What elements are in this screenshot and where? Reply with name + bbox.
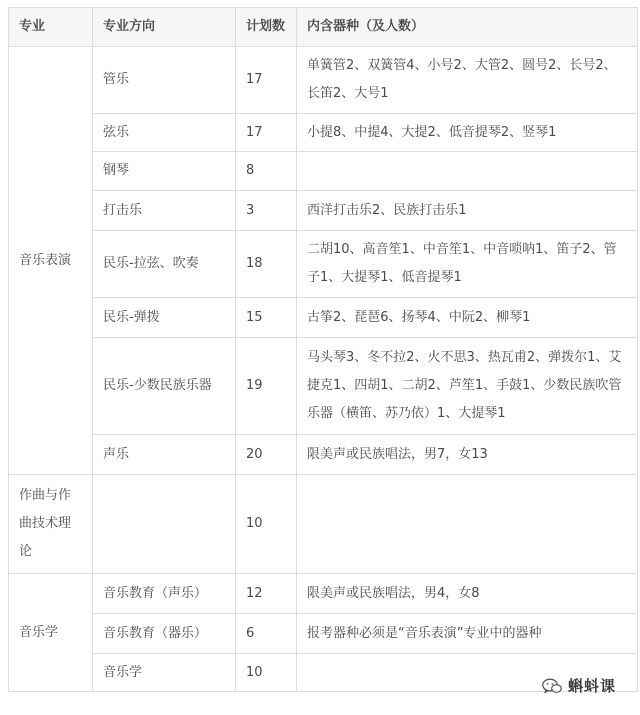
enrollment-table-wrapper — [8, 7, 638, 692]
table-row — [9, 152, 638, 191]
table-header-row — [9, 8, 638, 47]
direction-cell: 音乐学 — [93, 654, 236, 692]
count-cell: 6 — [236, 614, 297, 654]
count-cell: 8 — [236, 152, 297, 191]
direction-cell: 音乐教育（声乐） — [93, 574, 236, 614]
count-cell: 17 — [236, 114, 297, 152]
instruments-cell: 报考器种必须是“音乐表演”专业中的器种 — [297, 614, 638, 654]
direction-cell: 打击乐 — [93, 191, 236, 231]
direction-cell: 民乐-弹拨 — [93, 298, 236, 338]
table-row — [9, 231, 638, 298]
direction-cell: 民乐-拉弦、吹奏 — [93, 231, 236, 298]
header-instruments: 内含器种（及人数） — [297, 8, 638, 47]
count-cell: 10 — [236, 654, 297, 692]
table-row — [9, 614, 638, 654]
instruments-cell: 单簧管2、双簧管4、小号2、大管2、圆号2、长号2、长笛2、大号1 — [297, 47, 638, 114]
header-direction: 专业方向 — [93, 8, 236, 47]
count-cell: 3 — [236, 191, 297, 231]
instruments-cell: 二胡10、高音笙1、中音笙1、中音唢呐1、笛子2、管子1、大提琴1、低音提琴1 — [297, 231, 638, 298]
major-cell: 音乐表演 — [9, 47, 93, 475]
watermark-text: 蝌蚪课 — [568, 677, 617, 695]
header-major: 专业 — [9, 8, 93, 47]
direction-cell: 弦乐 — [93, 114, 236, 152]
header-plan-count: 计划数 — [236, 8, 297, 47]
direction-cell — [93, 475, 236, 574]
table-row — [9, 114, 638, 152]
count-cell: 17 — [236, 47, 297, 114]
major-cell: 音乐学 — [9, 574, 93, 692]
instruments-cell: 西洋打击乐2、民族打击乐1 — [297, 191, 638, 231]
watermark — [542, 675, 616, 696]
instruments-cell: 限美声或民族唱法，男7，女13 — [297, 435, 638, 475]
table-row — [9, 475, 638, 574]
direction-cell: 声乐 — [93, 435, 236, 475]
count-cell: 15 — [236, 298, 297, 338]
table-row — [9, 435, 638, 475]
wechat-icon — [542, 678, 562, 694]
direction-cell: 音乐教育（器乐） — [93, 614, 236, 654]
instruments-cell: 小提8、中提4、大提2、低音提琴2、竖琴1 — [297, 114, 638, 152]
direction-cell: 民乐-少数民族乐器 — [93, 338, 236, 435]
direction-cell: 钢琴 — [93, 152, 236, 191]
instruments-cell: 马头琴3、冬不拉2、火不思3、热瓦甫2、弹拨尔1、艾捷克1、四胡1、二胡2、芦笙1、手鼓1、少数民族吹管乐器（横笛、苏乃依）1、大提琴1 — [297, 338, 638, 435]
table-row — [9, 298, 638, 338]
table-row — [9, 47, 638, 114]
count-cell: 19 — [236, 338, 297, 435]
direction-cell: 管乐 — [93, 47, 236, 114]
instruments-cell: 限美声或民族唱法，男4，女8 — [297, 574, 638, 614]
instruments-cell: 古筝2、琵琶6、扬琴4、中阮2、柳琴1 — [297, 298, 638, 338]
major-cell: 作曲与作曲技术理论 — [9, 475, 93, 574]
instruments-cell — [297, 152, 638, 191]
table-row — [9, 338, 638, 435]
instruments-cell — [297, 475, 638, 574]
count-cell: 12 — [236, 574, 297, 614]
count-cell: 10 — [236, 475, 297, 574]
count-cell: 20 — [236, 435, 297, 475]
table-row — [9, 191, 638, 231]
count-cell: 18 — [236, 231, 297, 298]
table-row — [9, 574, 638, 614]
enrollment-plan-table — [8, 7, 638, 692]
